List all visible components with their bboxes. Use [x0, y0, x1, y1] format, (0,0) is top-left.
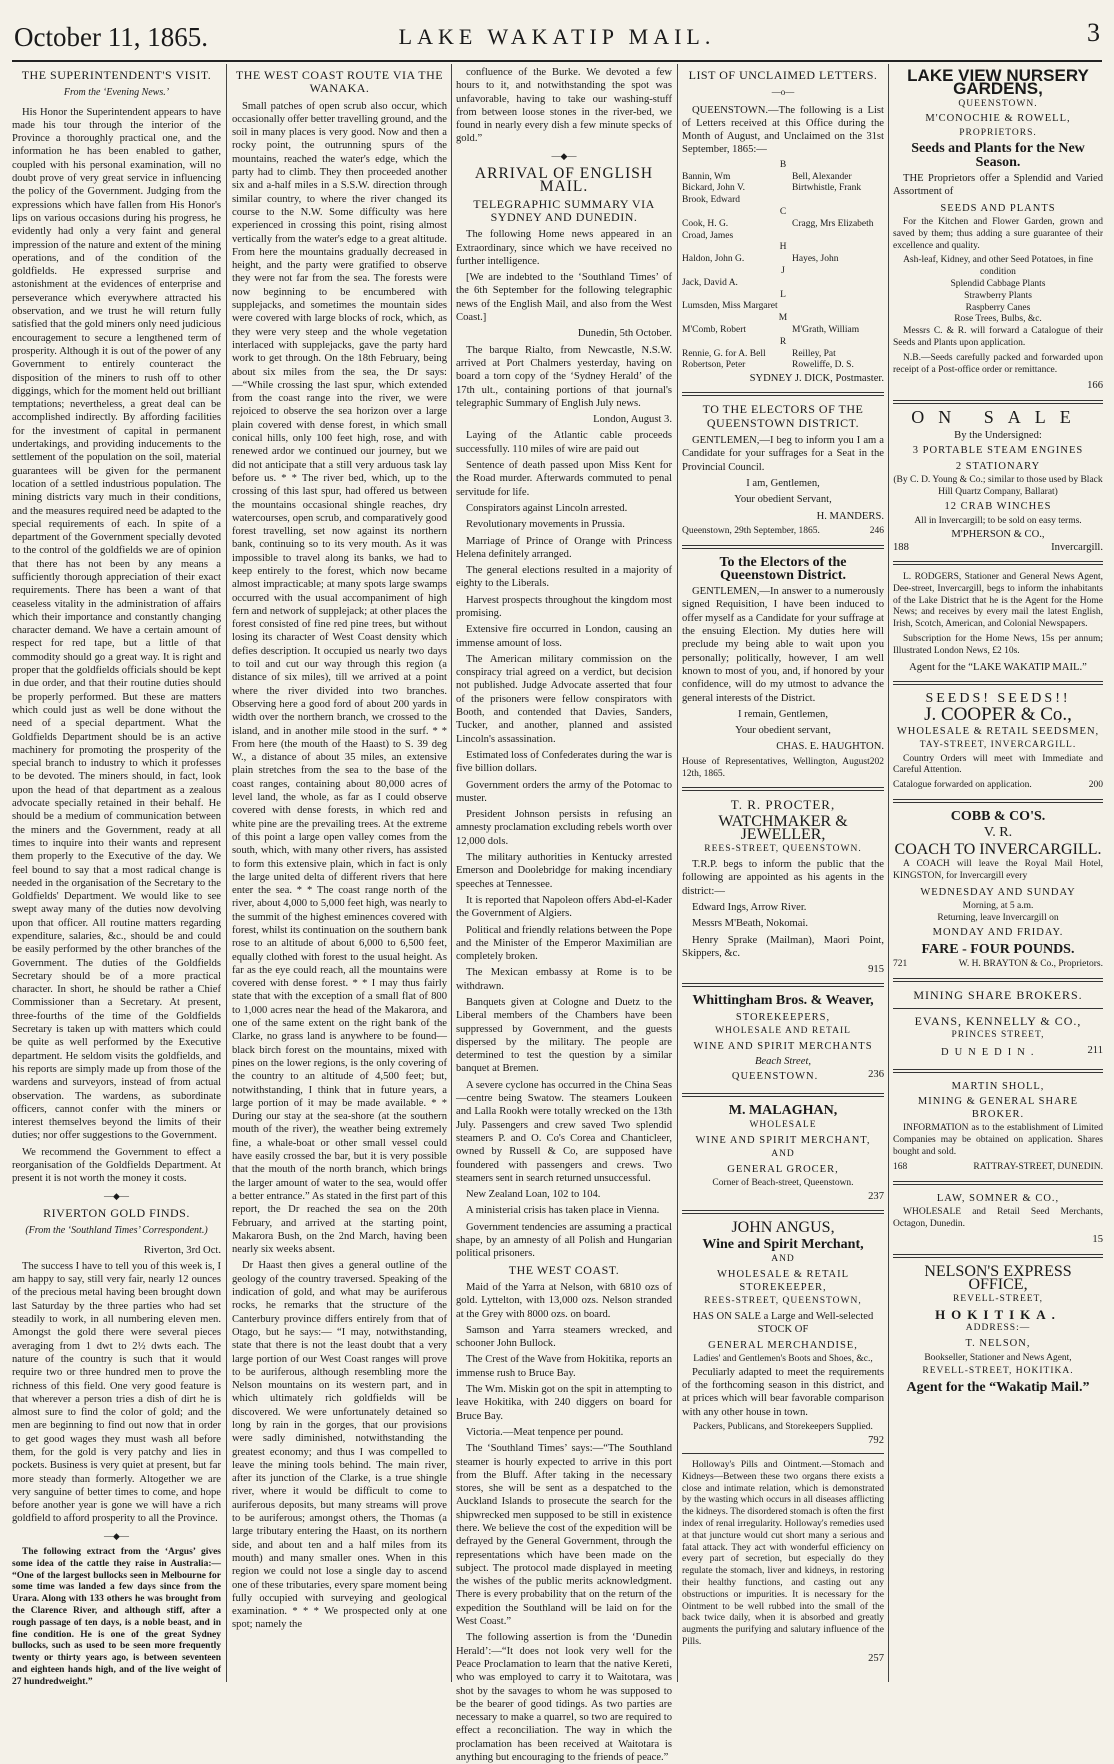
letter-row [682, 254, 884, 266]
article-paragraph: Small patches of open scrub also occur, which occasionally offer better travelling ground, and the soil in many places is very good. Now and then a rocky point, the outrunning spurs of the mountains, reached the water's edge, which the party had to climb. They then proceeded another six and a-half miles in a S.S.W. direction through similar country, to where the river changed its course to the N.W. Some difficulty was here experienced in crossing this point, rising almost vertically from the water's edge to a great altitude. From here the mountains gradually decreased in height, and the party were gratified to observe they were not far from the sea. The forests were now beginning to be encumbered with supplejacks, and sometimes the mountain sides were covered with large blocks of rock, which, as they were very steep and the whole vegetation interlaced with supplejacks, gave the party hard work to get through. On the 18th February, being about six miles from the sea, the Dr says:—“While crossing the last spur, which extended from the coast range into the river, we were rejoiced to observe the sea horizon over a large plain covered with dense forest, in which small conical hills, only 100 feet high, rose, and with renewed ardor we continued our journey, but we did not anticipate that a still very arduous task lay before us. * * The river bed, which, up to the crossing of this last spur, had offered us between the mountains occasional shingle reaches, dry watercourses, open scrub, and comparatively good forest travelling, set now against its northern bank, continuing so to its very mouth. As it was impossible to travel along its banks, we had to keep entirely to the forest, which now became almost impracticable; at many spots large swamps occurred with the usual accompaniment of high fern and network of supplejack; at other places the forest consisted of fine red pine trees, but without losing its character of West Coast density which defies description. It occupied us nearly two days to toil and cut our way through this region (a distance of six miles), till we arrived at a point where the river divided into two branches. Observing here a good ford of about 200 yards in width over the northern branch, we crossed to the island, and in another mile stood in the surf. * * From here (the mouth of the Haast) to S. 39 deg W., a distance of about 35 miles, an extensive plain stretches from the sea to the base of the coast ranges, containing about 80,000 acres of level land, the whole, as far as I could observe covered with dense forests, in which red and white pine are the prevailing trees. At the extreme of this point a large open valley comes from the south, which, with many other rivers, has assisted to form this extensive plain, which in fact is only the large united delta of different rivers that here enter the sea. * * The coast range north of the river, about 4,000 to 5,000 feet high, was nearly to the summit of the highest eminences covered with forest, whilst its continuation on the southern bank rose to an altitude of about 6,000 to 6,500 feet, equally clothed with forest to the usual height. As far as the eye could reach, all the mountains were covered with dense forest. * * I may thus fairly state that with the exception of a small flat of 800 to 1,000 acres near the head of the Makarora, and one of the same extent on the right bank of the Clarke, no grass land is anywhere to be found—black birch forest on the mountains, mixed with pines on the lower regions, is the only covering of the country to an altitude of 4,500 feet; but, notwithstanding, I think that in future years, a large portion of it may be made available. * * During our stay at the sea-shore (at the southern mouth of the river), the weather being extremely fine, a whale-boat or other small vessel could have easily crossed the bar, but it is very possible that the mouth of the north branch, which brings the larger amount of water to the sea, would offer a better entrance.” As stated in the first part of this report, the Dr reached the sea on the 20th February, and arrived at the starting point, Makarora Bush, on the 2nd March, having been nearly six weeks absent. [232, 100, 447, 1256]
ad-line: 2 STATIONARY [955, 460, 1041, 472]
article-paragraph: The following Home news appeared in an Extraordinary, since which we have received no further intelligence. [456, 229, 672, 267]
ad-line: AND [771, 1253, 795, 1264]
ad-paragraph: Peculiarly adapted to meet the requirements of the forthcoming season in this district, and at prices which will bear favorable comparison with any other house in town. [682, 1366, 884, 1418]
ad-paragraph: GENTLEMEN,—I beg to inform you I am a Candidate for your suffrages for a Seat in the Provincial Council. [682, 435, 884, 473]
ad-line: Edward Ings, Arrow River. [692, 901, 807, 913]
news-item: Victoria.—Meat tenpence per pound. [466, 1426, 624, 1438]
ad-line: 3 PORTABLE STEAM ENGINES [912, 445, 1084, 457]
divider-rule [893, 1254, 1103, 1258]
ad-line: Corner of Beach-street, Queenstown. [712, 1178, 854, 1189]
ad-line: W. H. BRAYTON & Co., Proprietors. [958, 959, 1103, 970]
advertiser-name: LAKE VIEW NURSERY GARDENS, [907, 66, 1089, 99]
ad-footer [682, 757, 884, 781]
article-paragraph: The following assertion is from the ‘Dunedin Herald’:—“It does not look very well for the Peace Proclamation to learn that the native Kereti, who was employed to carry it to Waitotara, was shot by the savages to whom he was supposed to be the bearer of good tidings. As two parties are necessary to make a quarrel, so two are required to effect a reconciliation. The way in which the proclamation has been received at Waitotara is anything but encouraging to the friends of peace.” [456, 1632, 672, 1764]
article-paragraph: confluence of the Burke. We devoted a few hours to it, and notwithstanding the spot was unfavorable, having to take our washing-stuff from between loose stones in the river-bed, we found in nearly every dish a few minute specks of gold.” [456, 67, 672, 145]
ad-signature: T. NELSON, [965, 1338, 1031, 1350]
letter-row [682, 360, 884, 372]
divider-rule [893, 799, 1103, 803]
column-1 [12, 66, 221, 1687]
divider-ornament: —◆— [551, 150, 577, 161]
ad-paragraph: T.R.P. begs to inform the public that the following are appointed as his agents in the district:— [682, 859, 884, 897]
letter-row [682, 183, 884, 195]
ad-footer [682, 526, 884, 538]
ad-line: HOKITIKA. [935, 1307, 1061, 1323]
news-item: The Mexican embassy at Rome is to be withdrawn. [456, 967, 672, 992]
ad-line: Agent for the “Wakatip Mail.” [906, 1380, 1090, 1396]
ad-line: WHOLESALE & RETAIL STOREKEEPER, [716, 1268, 850, 1293]
article-paragraph: The following extract from the ‘Argus’ gives some idea of the cattle they raise in Australia:— “One of the largest bullocks seen in Melbourne for some time was landed a few days since from the Urara. Along with 133 others he was brought from the Clarence River, and although stiff, after a rough passage of ten days, is a noble beast, and in fine condition. He is one of the great Sydney bullocks, such as used to be seen more frequently twenty or thirty years ago, is between seventeen and eighteen hands high, and of the live weight of 27 hundredweight.” [12, 1547, 221, 1687]
issue-date: October 11, 1865. [14, 22, 208, 52]
article-headline: ARRIVAL OF ENGLISH MAIL. [474, 165, 654, 196]
ad-line: GENERAL GROCER, [727, 1163, 839, 1175]
letter-group-mark: J [781, 265, 785, 276]
ad-headline: MINING SHARE BROKERS. [913, 987, 1083, 1002]
addressee-name: Reilley, Pat [792, 348, 836, 359]
ad-line: AND [771, 1149, 795, 1160]
ad-footer [893, 959, 1103, 971]
ad-line: MONDAY AND FRIDAY. [932, 927, 1064, 939]
addressee-name: Lumsden, Miss Margaret [682, 301, 778, 312]
column-rule [451, 64, 452, 1682]
addressee-name [792, 278, 884, 290]
divider-rule [893, 561, 1103, 565]
ad-line: Packers, Publicans, and Storekeepers Supplied. [693, 1421, 873, 1432]
ad-number: 721 [893, 959, 908, 970]
ad-line: Wine and Spirit Merchant, [702, 1236, 864, 1252]
ad-number: 246 [869, 525, 884, 536]
ad-paragraph: A COACH will leave the Royal Mail Hotel, KINGSTON, for Invercargill every [893, 858, 1103, 881]
letter-row [682, 219, 884, 231]
nursery-item: Rose Trees, Bulbs, &c. [954, 314, 1042, 325]
letter-row [682, 301, 884, 313]
ad-paragraph: Country Orders will meet with Immediate and Careful Attention. [893, 753, 1103, 776]
ad-line: QUEENSTOWN. [731, 1071, 819, 1083]
ad-signature: M'PHERSON & CO., [951, 528, 1045, 540]
divider-ornament: —◆— [104, 1530, 129, 1541]
ad-number: 257 [868, 1652, 884, 1664]
column-2 [232, 66, 447, 1680]
ad-number: 15 [1092, 1234, 1103, 1246]
article-paragraph: Dr Haast then gives a general outline of the geology of the country traversed. Speaking of the indication of gold, and what may be auriferous rocks, he remarks that the structure of the Canterbury province differs entirely from that of Otago, but he says:— “I may, notwithstanding, state that there is not the least doubt that a very large portion of our West Coast ranges will prove to be auriferous, although resembling more the Nelson mountains on its western part, and in which ultimately rich goldfields will be discovered. We were unfortunately detained so long by rain in the gorges, that our provisions were sadly diminished, notwithstanding the greatest economy; and thus I was compelled to leave the mining tools behind. The main river, after its junction of the Clarke, is a true shingle river, where it would be difficult to come to auriferous deposits, but many streams will prove to be auriferous; amongst others, the Thomas (a large tributary entering the Haast, on its northern side, and about ten and a half miles from its mouth) and many smaller ones. When in this region we could not lose a single day to ascend one of these tributaries, every spare moment being fully occupied with surveying and geological examination. * * * We prospected only at one spot; namely the [232, 1260, 447, 1631]
addressee-name [792, 195, 884, 207]
advertiser-name: MARTIN SHOLL, [951, 1080, 1045, 1092]
letter-row [682, 349, 884, 361]
advertiser-name: J. COOPER & Co., [924, 704, 1072, 726]
ad-footer [893, 780, 1103, 792]
ad-number: 166 [1087, 380, 1103, 392]
ad-number: 915 [868, 964, 884, 976]
ad-line: Agent for the “LAKE WAKATIP MAIL.” [909, 661, 1087, 673]
ad-number: 200 [1088, 780, 1103, 791]
ad-footer [893, 541, 1103, 554]
ad-headline: ON SALE [911, 406, 1085, 427]
divider-rule [682, 1453, 884, 1454]
ad-line: Messrs M'Beath, Nokomai. [692, 918, 809, 930]
news-item: Government orders the army of the Potomac to muster. [456, 779, 672, 804]
letter-row [682, 195, 884, 207]
article-paragraph: The barque Rialto, from Newcastle, N.S.W. arrived at Port Chalmers yesterday, having on board a torn copy of the ‘Sydney Herald’ of the 17th ult., containing portions of that journal's telegraphic Summary of English July news. [456, 344, 672, 409]
news-item: Sentence of death passed upon Miss Kent for the Road murder. Afterwards commuted to penal servitude for life. [456, 460, 672, 498]
ad-date: House of Representatives, Wellington, August 12th, 1865. [682, 756, 870, 779]
addressee-name: Bannin, Wm [682, 171, 731, 182]
ad-line: QUEENSTOWN. [958, 98, 1038, 109]
ad-line: M'CONOCHIE & ROWELL, [925, 113, 1071, 125]
ad-paragraph: For the Kitchen and Flower Garden, grown and saved by them; thus adding a sure guarantee of their excellence and quality. [893, 216, 1103, 251]
divider-rule [682, 1210, 884, 1214]
letter-group-mark: B [779, 159, 787, 170]
addressee-name: Birtwhistle, Frank [792, 183, 862, 194]
ad-line: By the Undersigned: [954, 429, 1042, 441]
advertiser-name: T. R. PROCTER, [730, 797, 836, 813]
ad-line: (By C. D. Young & Co.; similar to those used by Black Hill Quartz Company, Ballarat) [893, 474, 1103, 497]
divider-rule [682, 1093, 884, 1097]
ad-line: DUNEDIN. [941, 1047, 1040, 1059]
ad-paragraph: Holloway's Pills and Ointment.—Stomach and Kidneys—Between these two organs there exists a close and intimate relation, which is demonstrated by the wasting which occurs in all diseases afflicting the kidneys. The disordered stomach is often the first index of renal irregularity. Holloway's remedies used at that juncture would cut short many a serious and fatal attack. They act with wonderful efficiency on every part of secretion, but especially do they regulate the stomach, liver and kidneys, in restoring their healthy functions, and casting out any obstructions or impurities. It is necessary for the Ointment to be well rubbed into the small of the back twice daily, when it is absorbed and greatly augments the purifying and salutary influence of the Pills. [682, 1460, 884, 1647]
ad-line: FARE - FOUR POUNDS. [921, 941, 1075, 957]
addressee-name: Roweliffe, D. S. [792, 360, 854, 371]
news-item: It is reported that Napoleon offers Abd-el-Kader the Government of Algiers. [456, 894, 672, 920]
divider-rule [893, 1069, 1103, 1073]
addressee-name: M'Grath, William [792, 324, 860, 335]
ad-paragraph: L. RODGERS, Stationer and General News Agent, Dee-street, Invercargill, begs to inform the inhabitants of the Lake District that he is the Agent for the Home News; and receives by every mail the latest English, Irish, Scotch, American, and Colonial Newspapers. [893, 572, 1103, 630]
news-item: The Crest of the Wave from Hokitika, reports an immense rush to Bruce Bay. [456, 1354, 672, 1379]
addressee-name: Hayes, John [792, 254, 839, 265]
addressee-name: Croad, James [682, 230, 734, 241]
letter-group-mark: L [780, 289, 786, 300]
ad-paragraph: THE Proprietors offer a Splendid and Varied Assortment of [893, 173, 1103, 198]
article-headline: THE WEST COAST. [508, 1262, 620, 1277]
news-item: Banquets given at Cologne and Duetz to the Liberal members of the Chambers have been suppressed by Government, and the guests dispersed by the military. The people are determined to test the question by a similar banquet at Bremen. [456, 997, 672, 1075]
ad-line: MINING & GENERAL SHARE BROKER. [917, 1095, 1079, 1121]
ad-line: WHOLESALE AND RETAIL [715, 1026, 851, 1036]
news-item: Laying of the Atlantic cable proceeds successfully. 110 miles of wire are paid out [456, 430, 672, 455]
ad-line: PROPRIETORS. [959, 127, 1037, 138]
ad-line: WINE AND SPIRIT MERCHANT, [695, 1134, 871, 1146]
nursery-item: Raspberry Canes [965, 302, 1031, 313]
unclaimed-letters-list [682, 160, 884, 372]
ad-line: Returning, leave Invercargill on [937, 912, 1059, 923]
ad-paragraph: Subscription for the Home News, 15s per annum; Illustrated London News, £2 10s. [893, 634, 1103, 656]
nursery-item: Ash-leaf, Kidney, and other Seed Potatoes, in fine condition [903, 255, 1093, 278]
article-headline: RIVERTON GOLD FINDS. [43, 1205, 190, 1220]
advertiser-name: EVANS, KENNELLY & CO., [914, 1014, 1082, 1029]
news-item: Harvest prospects throughout the kingdom most promising. [456, 594, 672, 619]
ad-line: 12 CRAB WINCHES [944, 501, 1052, 513]
nursery-item: Splendid Cabbage Plants [950, 278, 1046, 289]
ad-line: RATTRAY-STREET, DUNEDIN. [973, 1161, 1103, 1172]
divider-ornament: —◆— [104, 1190, 129, 1201]
article-headline: THE SUPERINTENDENT'S VISIT. [21, 68, 212, 82]
divider-rule [682, 545, 884, 549]
ad-line: REVELL-STREET, HOKITIKA. [922, 1366, 1074, 1377]
ad-line: Your obedient Servant, [734, 494, 832, 506]
ad-line: All in Invercargill; to be sold on easy terms. [914, 515, 1082, 526]
addressee-name: Haldon, John G. [682, 254, 745, 265]
ad-line: Catalogue forwarded on application. [893, 780, 1032, 791]
news-item: The general elections resulted in a majority of eighty to the Liberals. [456, 565, 672, 590]
column-rule [677, 64, 678, 1682]
news-item: Political and friendly relations between the Pope and the Minister of the Emperor Maximilian are completely broken. [456, 924, 672, 963]
ad-line: WINE AND SPIRIT MERCHANTS [693, 1040, 873, 1052]
ad-line: ADDRESS:— [965, 1323, 1031, 1334]
ad-headline: COBB & CO'S. [950, 809, 1046, 825]
dateline: London, August 3. [593, 414, 672, 426]
column-3 [456, 66, 672, 1764]
ad-line: TAY-STREET, INVERCARGILL. [919, 739, 1077, 750]
news-item: President Johnson persists in refusing an amnesty proclamation excluding rebels worth over 12,000 dols. [456, 809, 672, 847]
article-headline: THE WEST COAST ROUTE VIA THE WANAKA. [235, 68, 444, 96]
ad-line: REVELL-STREET, [952, 1294, 1044, 1305]
ad-line: WHOLESALE & RETAIL SEEDSMEN, [896, 725, 1100, 737]
ad-line: WEDNESDAY AND SUNDAY [920, 886, 1076, 898]
ad-line: Henry Sprake (Mailman), Maori Point, Skippers, &c. [682, 934, 884, 959]
article-paragraph: We recommend the Government to effect a reorganisation of the Goldfields Department. At present it is not worth the money it costs. [12, 1146, 221, 1185]
ad-headline: SEEDS! SEEDS!! [925, 690, 1071, 706]
advertiser-name: LAW, SOMNER & CO., [936, 1192, 1060, 1204]
dateline: Riverton, 3rd Oct. [143, 1244, 221, 1256]
ad-line: Ladies' and Gentlemen's Boots and Shoes, &c., [693, 1353, 873, 1364]
ad-line: V. R. [983, 825, 1013, 841]
ad-number: 188 [893, 541, 909, 553]
advertiser-name: M. MALAGHAN, [728, 1102, 838, 1118]
advertiser-trade: WATCHMAKER & JEWELLER, [718, 812, 848, 843]
advertiser-name: Whittingham Bros. & Weaver, [692, 993, 874, 1009]
ad-line: GENERAL MERCHANDISE, [708, 1339, 858, 1351]
news-item: Extensive fire occurred in London, causing an immense amount of loss. [456, 624, 672, 649]
addressee-name: Bickard, John V. [682, 183, 745, 194]
divider-rule [682, 392, 884, 396]
notice-headline: TO THE ELECTORS OF THE QUEENSTOWN DISTRICT. [702, 402, 864, 430]
newspaper-title: LAKE WAKATIP MAIL. [398, 24, 716, 49]
ad-number: 168 [893, 1161, 908, 1172]
ad-line: PRINCES STREET, [951, 1030, 1045, 1041]
news-item: A severe cyclone has occurred in the China Seas—centre being Swatow. The steamers Loukeen and Lalla Rookh were totally wrecked on the 13th July. Passengers and crew saved Two splendid steamers P. and O. Co's Corea and Chanticleer, owned by Russell & Co, are supposed have foundered with passengers and crews. Two steamers sent in search returned unsuccessful. [456, 1079, 672, 1184]
article-paragraph: [We are indebted to the ‘Southland Times’ of the 6th September for the following telegraphic news of the English Mail, and also from the West Coast.] [456, 272, 672, 324]
ad-line: HAS ON SALE a Large and Well-selected STOCK OF [692, 1311, 874, 1336]
news-item: Maid of the Yarra at Nelson, with 6810 ozs of gold. Lyttelton, with 13,000 ozs. Nelson stranded at the Grey with 8000 ozs. on board. [456, 1281, 672, 1320]
ad-number: 792 [868, 1434, 884, 1446]
letter-row [682, 325, 884, 337]
addressee-name: Cragg, Mrs Elizabeth [792, 218, 874, 229]
addressee-name [792, 231, 884, 243]
addressee-name: M'Comb, Robert [682, 324, 746, 335]
addressee-name: Cook, H. G. [682, 218, 729, 229]
notice-headline: To the Electors of the Queenstown District. [719, 554, 847, 583]
letter-group-mark: H [779, 242, 787, 253]
ad-number: 236 [868, 1069, 884, 1081]
letter-group-mark: R [779, 336, 787, 347]
ad-footer [682, 1068, 884, 1085]
notice-intro: QUEENSTOWN.—The following is a List of Letters received at this Office during the Month of August, and Unclaimed on the 31st September, 1865:— [682, 104, 884, 156]
ad-line: STOREKEEPERS, [735, 1011, 831, 1023]
postmaster-signature: SYDNEY J. DICK, Postmaster. [749, 373, 884, 385]
addressee-name: Bell, Alexander [792, 171, 852, 182]
ad-paragraph: GENTLEMEN,—In answer to a numerously signed Requisition, I have been induced to offer myself as a Candidate for your suffrage at the ensuing Election. My duties here will preclude my being able to wait upon you personally; politically, however, I am well known to most of you, and, if honored by your confidence, will do my utmost to advance the general interests of the District. [682, 586, 884, 704]
divider-rule [682, 787, 884, 791]
page-number: 3 [1087, 18, 1100, 47]
news-item: Estimated loss of Confederates during the war is five billion dollars. [456, 749, 672, 775]
divider-ornament: —o— [771, 87, 795, 98]
letter-row [682, 278, 884, 290]
article-source: From the ‘Evening News.’ [63, 87, 170, 99]
article-paragraph: The ‘Southland Times’ says:—“The Southland steamer is hourly expected to arrive in this port from the Bluff. After taking in the necessary stores, she will be sent as a despatched to the Auckland Islands to prosecute the search for the shipwrecked men supposed to be still in existence there. We believe the cost of the expedition will be defrayed by the General Government, through the representations which have been made on the subject. The protocol made displayed in meeting the wishes of the public merits acknowledgment. There is every probability that on the return of the expedition the Southland will be laid on for the West Coast.” [456, 1443, 672, 1628]
ad-headline: Seeds and Plants for the New Season. [911, 141, 1085, 170]
ad-number: 202 [869, 756, 884, 767]
news-item: Samson and Yarra steamers wrecked, and schooner John Bullock. [456, 1324, 672, 1350]
dateline: Dunedin, 5th October. [577, 328, 672, 340]
ad-line: I remain, Gentlemen, [737, 708, 828, 720]
ad-signature: CHAS. E. HAUGHTON. [776, 741, 884, 753]
ad-line: Bookseller, Stationer and News Agent, [924, 1352, 1072, 1363]
divider-rule [893, 1008, 1103, 1009]
ad-line: Invercargill. [1051, 541, 1103, 553]
addressee-name: Brook, Edward [682, 195, 741, 206]
news-item: Government tendencies are assuming a practical shape, by an amnesty of all Polish and Hungarian political prisoners. [456, 1221, 672, 1260]
addressee-name: Jack, David A. [682, 277, 738, 288]
news-item: Marriage of Prince of Orange with Princess Helena definitely arranged. [456, 535, 672, 560]
nursery-item: Strawberry Plants [964, 290, 1032, 301]
ad-footer [893, 1044, 1103, 1061]
ad-line: WHOLESALE [749, 1119, 817, 1130]
column-rule [226, 64, 227, 1682]
masthead [0, 0, 1114, 62]
news-item: A ministerial crisis has taken place in Vienna. [466, 1205, 660, 1217]
divider-rule [893, 400, 1103, 404]
advertiser-address: REES-STREET, QUEENSTOWN. [704, 844, 862, 855]
article-paragraph: The success I have to tell you of this week is, I am happy to say, still very fair, nearly 12 ounces of the precious metal having been brought down last Saturday by the three parties who had set steadily to work, in all numbering eleven men. Amongst the gold there were several pieces averaging from 1 dwt to 2½ dwts each. The nature of the country is such that it would require two or three hundred men to prove the richness of this field. One very good feature is that wherever a person tries a dish of dirt he is almost sure to find the color of gold; and the men are beginning to find out now that in order to get good wages they must wash all before them, for the gold is very patchy and lies in pockets. Business is very quiet at present, but far more steady than formerly. Altogether we are very sanguine of better times to come, and hope before another year is gone we will have a rich goldfield to afford prosperity to all the Province. [12, 1260, 221, 1525]
news-item: Revolutionary movements in Prussia. [466, 519, 625, 531]
letter-row [682, 231, 884, 243]
ad-line: Beach Street, [754, 1056, 812, 1068]
ad-line: REES-STREET, QUEENSTOWN, [704, 1296, 862, 1307]
news-item: Conspirators against Lincoln arrested. [466, 502, 628, 514]
divider-rule [893, 978, 1103, 982]
ad-line: Your obedient servant, [735, 725, 831, 737]
ad-line: Morning, at 5 a.m. [962, 900, 1034, 911]
addressee-name: Robertson, Peter [682, 360, 746, 371]
column-rule [888, 64, 889, 1682]
news-item: The American military commission on the conspiracy trial agreed on a verdict, but decision not published. Judge Advocate asserted that four of the prisoners were fellow conspirators with Booth, and contended that Davies, Sanders, Tucker, and another, planned and assisted Lincoln's assassination. [456, 653, 672, 745]
ad-number: 211 [1087, 1045, 1103, 1057]
article-source: (From the ‘Southland Times’ Correspondent.) [25, 1225, 208, 1237]
nursery-items-list [893, 255, 1103, 326]
column-5 [893, 66, 1103, 1680]
letter-group-mark: M [778, 313, 788, 324]
addressee-name: Rennie, G. for A. Bell [682, 348, 766, 359]
divider-rule [893, 1181, 1103, 1185]
news-item: The military authorities in Kentucky arrested Emerson and Doolebridge for making incendiary speeches at Tennessee. [456, 852, 672, 890]
divider-rule [682, 983, 884, 987]
ad-paragraph: N.B.—Seeds carefully packed and forwarded upon receipt of a Post-office order or remittance. [893, 352, 1103, 375]
ad-paragraph: Messrs C. & R. will forward a Catalogue of their Seeds and Plants upon application. [893, 326, 1103, 348]
masthead-rule [12, 60, 1102, 62]
ad-date: Queenstown, 29th September, 1865. [682, 525, 820, 536]
article-paragraph: His Honor the Superintendent appears to have made his tour through the interior of the Province a thoroughly practical one, and the information he has been enabled to gather, coupled with his personal examination, will no doubt prove of very great service in influencing the policy of the Government. Judging from the expressions which have fallen from His Honor's lips on various occasions during his progress, he evidently had only a very faint and general impression of the nature and extent of the mining operations, and of the condition of the goldfields. He expressed surprise and astonishment at the evidences of enterprise and perseverance which everywhere attracted his observation, and we trust he will return fully satisfied that the gold miners only need judicious encouragement to secure a lengthened term of prosperity. Although it is out of the power of any Government to entirely counteract the disposition of the miners to rush off to other diggings, which for the moment held out brilliant temptations; nevertheless, a great deal can be accomplished indirectly. By affording facilities for the investment of capital in permanent undertakings, and providing inducements to the settlement of the population on the soil, material guarantees will be given for the permanent location of a settled industrious population. The mining districts vary much in their conditions, and the measures required need be adapted to the special requirements of each. In spite of a department of the Government specially devoted to the control of the goldfields we are of opinion that there has not been by any means a sufficiently thorough appreciation of their exact requirements. There has been a want of that ceaseless vitality in the administration of affairs which their importance and constantly changing character demand. We have a certain amount of respect for red tape, but a little of that commodity should go a great way. It is right and proper that the goldfields officials should be kept in due order, and that their routine duties should be properly performed. But these are matters which could just as well be done without the need of a special department. What the Goldfields Department should be is an active machinery for promoting the prosperity of the special branch to industry to which it professes to be devoted. The miners should, in fact, look upon the head of that department as a zealous advocate specially retained in their behalf. He should be a medium of communication between the miners and the Government, ready at all times to inquire into their wants and represent them properly to the Executive of the day. We feel bound to say that a most radical change is needed in the organisation of the Secretary to the Goldfields' Department. We would like to see swept away many of the duties now devolving upon that officer. All routine matters regarding expenditure, salaries, &c., should be and could be easily performed by the other branches of the Government. The duties of the Goldfields Secretary should be of a more practical character. In short, he should be rather a Chief Commissioner than a Secretary. At present, three-fourths of the time of the Goldfields Secretary is taken up with matters which could be quite as well performed by the Executive department. He seldom visits the goldfields, and his reports are simply made up from those of the wardens and surveyors, instead of from actual observation. The wardens, as subordinate officers, cannot confer with the miners or interest themselves beyond the limits of their duties; nor offer suggestions to the Government. [12, 106, 221, 1142]
ad-line: SEEDS AND PLANTS [940, 202, 1056, 214]
ad-paragraph: WHOLESALE and Retail Seed Merchants, Octagon, Dunedin. [893, 1206, 1103, 1229]
news-item: New Zealand Loan, 102 to 104. [466, 1189, 601, 1201]
letter-group-mark: C [779, 206, 787, 217]
ad-footer [893, 1162, 1103, 1174]
ad-headline: COACH TO INVERCARGILL. [894, 840, 1102, 858]
ad-number: 237 [868, 1190, 884, 1202]
column-4 [682, 66, 884, 1680]
ad-signature: H. MANDERS. [816, 510, 884, 522]
ad-line: I am, Gentlemen, [746, 477, 820, 489]
addressee-name [792, 301, 884, 313]
divider-rule [893, 681, 1103, 685]
news-item: The Wm. Miskin got on the spit in attempting to leave Hokitika, with 240 diggers on board for Bruce Bay. [456, 1384, 672, 1422]
ad-paragraph: INFORMATION as to the establishment of Limited Companies may be obtained on application. Shares bought and sold. [893, 1123, 1103, 1157]
notice-headline: LIST OF UNCLAIMED LETTERS. [688, 68, 878, 82]
advertiser-name: JOHN ANGUS, [731, 1219, 835, 1237]
advertiser-name: NELSON'S EXPRESS OFFICE, [924, 1262, 1072, 1294]
letter-row [682, 172, 884, 184]
article-subheadline: TELEGRAPHIC SUMMARY VIA SYDNEY AND DUNEDIN. [473, 196, 655, 224]
